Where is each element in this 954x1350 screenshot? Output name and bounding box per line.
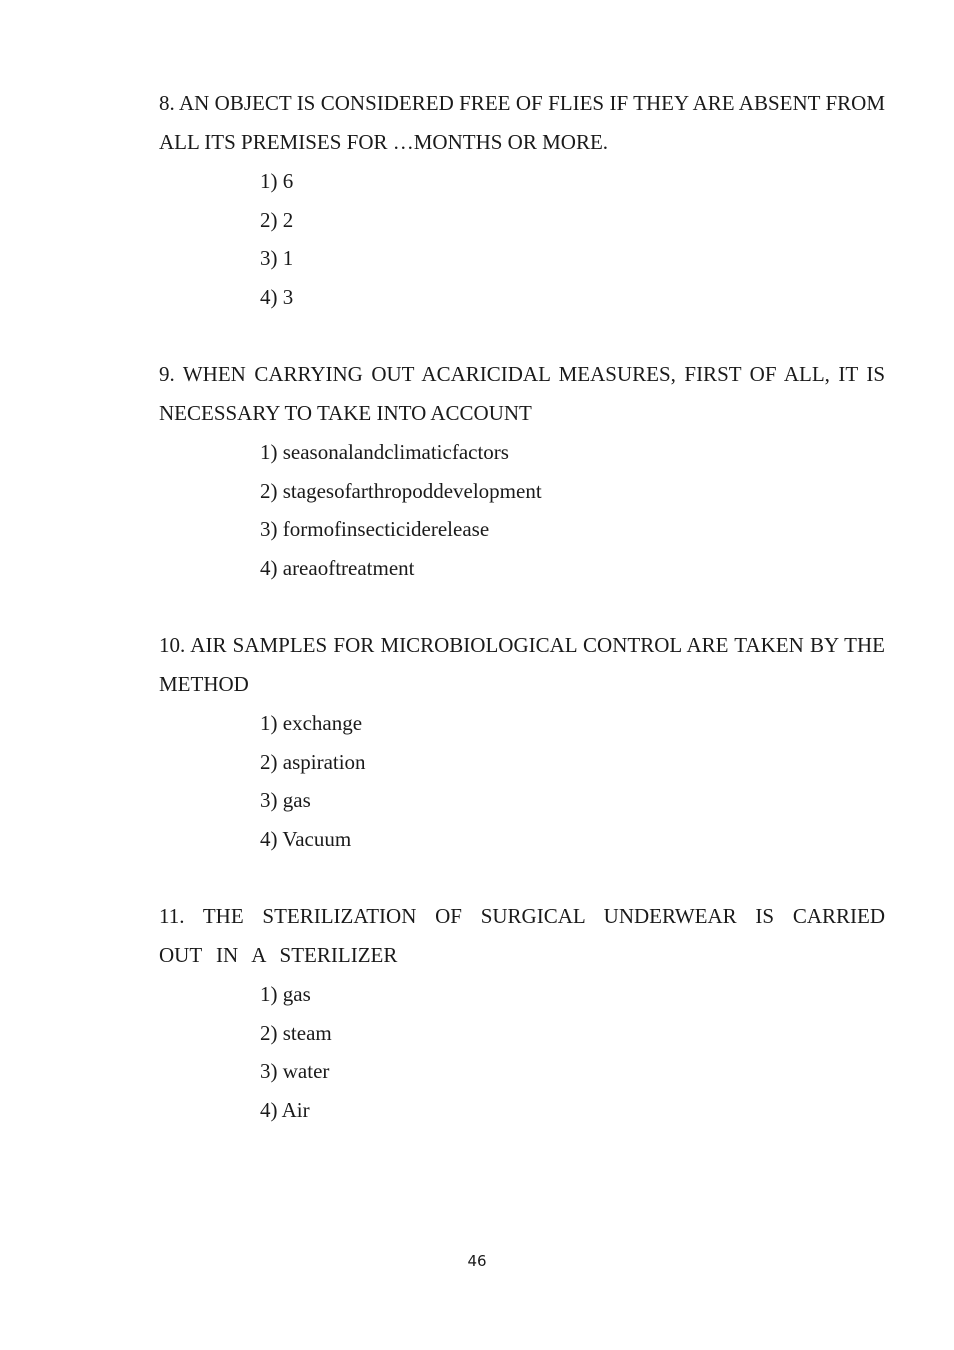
answer-option: 2) steam — [260, 1020, 332, 1045]
answer-options — [159, 162, 885, 317]
page-number: 46 — [467, 1252, 487, 1270]
answer-option: 4) Air — [260, 1098, 310, 1123]
answer-option: 3) 1 — [260, 246, 294, 271]
answer-option: 4) 3 — [260, 285, 294, 310]
answer-option: 1) seasonalandclimaticfactors — [260, 440, 509, 464]
answer-option: 1) 6 — [260, 169, 294, 193]
answer-option: 3) gas — [260, 788, 311, 813]
answer-option: 2) 2 — [260, 207, 294, 232]
question-text: 10. AIR SAMPLES FOR MICROBIOLOGICAL CONTROL ARE TAKEN BY THE METHOD — [159, 633, 885, 696]
answer-option: 1) exchange — [260, 711, 363, 735]
question-9 — [159, 355, 885, 588]
answer-option: 4) areaoftreatment — [260, 556, 415, 581]
answer-options — [159, 975, 885, 1130]
answer-option: 3) water — [260, 1059, 330, 1084]
question-10 — [159, 626, 885, 859]
answer-option: 3) formofinsecticiderelease — [260, 517, 490, 542]
answer-option: 1) gas — [260, 982, 311, 1006]
question-text: 11. THE STERILIZATION OF SURGICAL UNDERWEAR IS CARRIED OUT IN A STERILIZER — [159, 904, 885, 967]
question-text: 9. WHEN CARRYING OUT ACARICIDAL MEASURES, FIRST OF ALL, IT IS NECESSARY TO TAKE INTO ACCOUNT — [159, 362, 885, 425]
question-11 — [159, 897, 885, 1130]
answer-option: 2) stagesofarthropoddevelopment — [260, 478, 542, 503]
answer-options — [159, 704, 885, 859]
answer-option: 4) Vacuum — [260, 827, 352, 852]
question-8 — [159, 84, 885, 317]
answer-option: 2) aspiration — [260, 749, 366, 774]
question-text: 8. AN OBJECT IS CONSIDERED FREE OF FLIES IF THEY ARE ABSENT FROM ALL ITS PREMISES FOR …MONTHS OR MORE. — [159, 91, 885, 154]
answer-options — [159, 433, 885, 588]
